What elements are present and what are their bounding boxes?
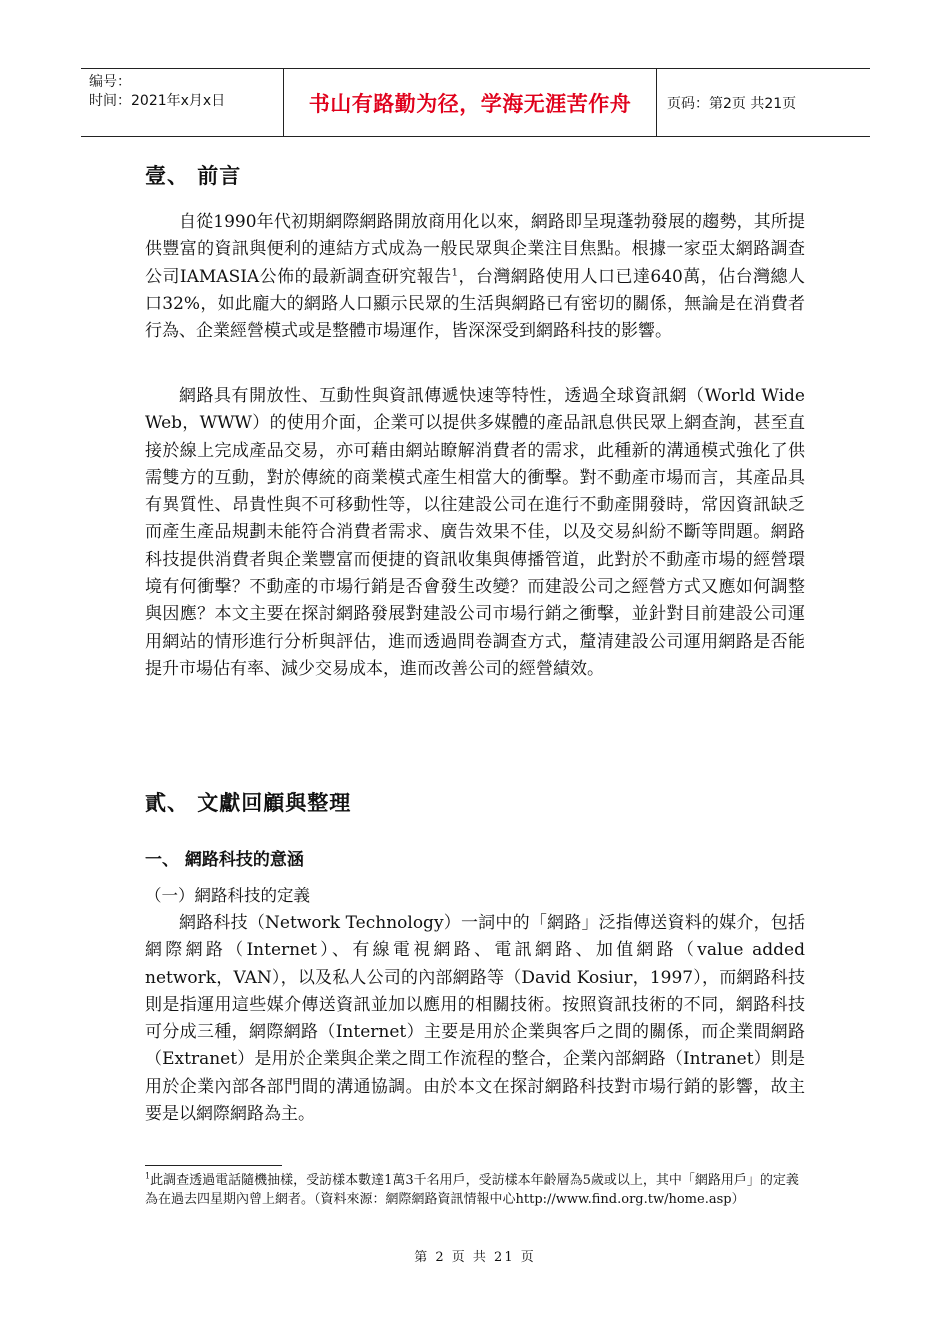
header-page-cell [657,69,870,136]
document-date-label: 时间：2021年x月x日 [89,93,226,109]
preface-paragraph-1-text-a: 自從1990年代初期網際網路開放商用化以來，網路即呈現蓬勃發展的趨勢，其所提供豐富的資訊與便利的連結方式成為一般民眾與企業注目焦點。根據一家亞太網路調查公司IAMASIA公佈的最新調查研究報告 [145,212,805,287]
header-motto-cell [283,69,657,136]
section-heading-preface: 壹、 前言 [145,163,242,188]
document-number-label: 编号： [89,74,131,90]
footnote-divider [145,1165,282,1166]
page-footer-number: 第 2 页 共 21 页 [414,1250,536,1265]
definition-paragraph: 網路科技（Network Technology）一詞中的「網路」泛指傳送資料的媒介，包括網際網路（Internet）、有線電視網路、電訊網路、加值網路（value added network，VAN），以及私人公司的內部網路等（David Kosiur，1997），而網路科技則是指運用這些媒介傳送資訊並加以應用的相關技術。按照資訊技術的不同，網路科技可分成三種，網際網路（Internet）主要是用於企業與客戶之間的關係，而企業間網路（Extranet）是用於企業與企業之間工作流程的整合，企業內部網路（Intranet）則是用於企業內部各部門間的溝通協調。由於本文在探討網路科技對市場行銷的影響，故主要是以網際網路為主。 [145,913,805,1125]
preface-paragraph-2: 網路具有開放性、互動性與資訊傳遞快速等特性，透過全球資訊網（World Wide Web，WWW）的使用介面，企業可以提供多媒體的產品訊息供民眾上網查詢，甚至直接於線上完成產品交易，亦可藉由網站瞭解消費者的需求，此種新的溝通模式強化了供需雙方的互動，對於傳統的商業模式產生相當大的衝擊。對不動產市場而言，其產品具有異質性、昂貴性與不可移動性等，以往建設公司在進行不動產開發時，常因資訊缺乏而產生產品規劃未能符合消費者需求、廣告效果不佳，以及交易糾紛不斷等問題。網路科技提供消費者與企業豐富而便捷的資訊收集與傳播管道，此對於不動產市場的經營環境有何衝擊？不動產的市場行銷是否會發生改變？而建設公司之經營方式又應如何調整與因應？本文主要在探討網路發展對建設公司市場行銷之衝擊，並針對目前建設公司運用網站的情形進行分析與評估，進而透過問卷調查方式，釐清建設公司運用網路是否能提升市場佔有率、減少交易成本，進而改善公司的經營績效。 [145,386,805,679]
header-motto: 书山有路勤为径，学海无涯苦作舟 [308,91,632,116]
subsection-heading: 一、 網路科技的意涵 [145,850,304,870]
header-meta [81,69,283,136]
header-page-label: 页码：第2页 共21页 [667,95,797,112]
preface-paragraph-1-text-b: ，台灣網路使用人口已達640萬，佔台灣總人口32%，如此龐大的網路人口顯示民眾的生活與網路已有密切的關係，無論是在消費者行為、企業經營模式或是整體市場運作，皆深深受到網路科技的影響。 [145,266,805,342]
footnote-marker: 1 [145,1171,151,1181]
preface-paragraph-1 [145,209,805,345]
footnote [145,1171,805,1209]
subsubsection-heading: （一）網路科技的定義 [145,886,310,905]
page-header [81,68,870,137]
footnote-reference[interactable]: 1 [451,266,458,278]
section-heading-literature-review: 貳、 文獻回顧與整理 [145,790,352,815]
footnote-text: 此調查透過電話隨機抽樣，受訪樣本數達1萬3千名用戶，受訪樣本年齡層為5歲或以上，其中「網路用戶」的定義為在過去四星期內曾上網者。（資料來源：網際網路資訊情報中心http://www.find.org.tw/home.asp） [145,1173,799,1207]
